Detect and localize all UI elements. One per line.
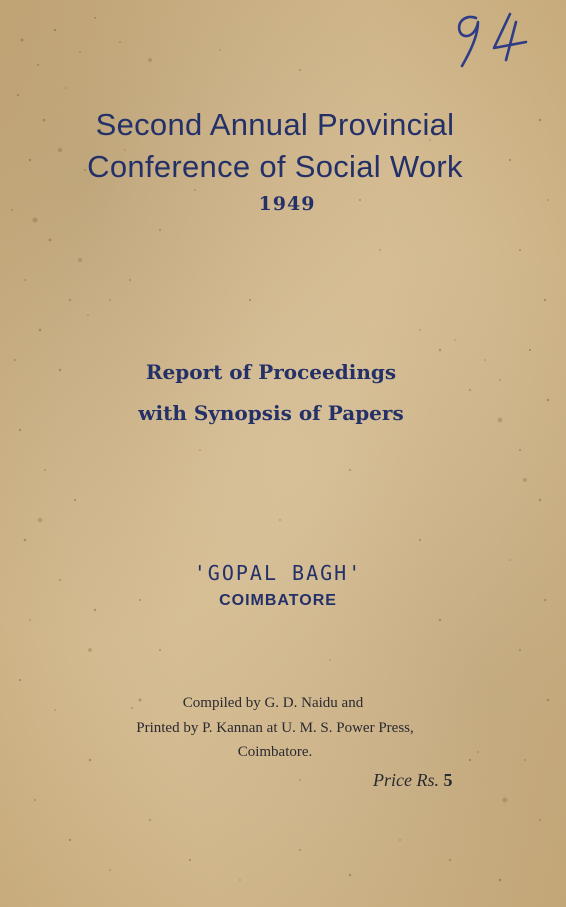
city-name: COIMBATORE — [219, 592, 337, 609]
printer-location: Coimbatore. — [237, 744, 313, 760]
venue-name: 'GOPAL BAGH' — [193, 561, 363, 585]
report-line-2: with Synopsis of Papers — [138, 401, 404, 425]
year: 1949 — [258, 193, 316, 215]
title-line-2: Conference of Social Work — [87, 149, 463, 184]
report-line-1: Report of Proceedings — [145, 360, 397, 384]
price-value: 5 — [443, 770, 453, 790]
handwritten-number-94 — [450, 8, 530, 70]
price — [373, 770, 452, 791]
printed-by-line: Printed by P. Kannan at U. M. S. Power Press, — [136, 720, 414, 736]
cover-title — [0, 104, 558, 188]
compiled-by-line: Compiled by G. D. Naidu and — [182, 695, 364, 711]
price-label: Price Rs. — [373, 770, 439, 790]
report-subtitle — [0, 352, 554, 434]
title-line-1: Second Annual Provincial — [95, 107, 455, 142]
